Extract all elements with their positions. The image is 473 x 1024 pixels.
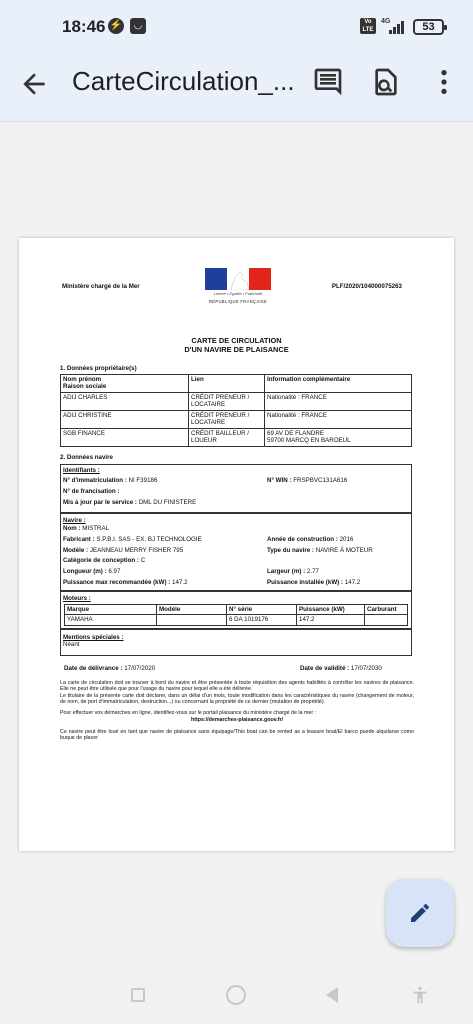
signal-icon <box>389 20 409 34</box>
document-page[interactable] <box>19 238 454 851</box>
shopping-bag-icon: ◡ <box>130 18 146 34</box>
system-nav-bar <box>0 966 473 1024</box>
table-row: ADIJ CHARLES CRÉDIT PRENEUR / LOCATAIRE Nationalité : FRANCE <box>61 392 412 410</box>
recents-icon[interactable] <box>131 988 145 1002</box>
mentions-box: Mentions spéciales : Néant <box>60 629 412 656</box>
table-row: Nom prénom Raison sociale Lien Information complémentaire <box>61 375 412 393</box>
volte-icon: Vo LTE <box>360 18 376 34</box>
table-row: Marque Modèle N° série Puissance (kW) Carburant <box>65 605 408 615</box>
accessibility-icon[interactable] <box>410 984 430 1006</box>
comment-icon[interactable] <box>312 66 344 98</box>
table-row: ADIJ CHRISTINE CRÉDIT PRENEUR / LOCATAIRE Nationalité : FRANCE <box>61 410 412 428</box>
issue-date: Date de délivrance : 17/07/2020 <box>64 665 156 672</box>
edit-pencil-icon <box>408 901 432 925</box>
validity-date: Date de validité : 17/07/2030 <box>300 665 382 672</box>
engines-table <box>64 604 408 626</box>
vessel-box: Navire : Nom : MISTRAL Fabricant : S.P.B.I. SAS - EX. BJ TECHNOLOGIE Année de construction : 2016 Modèle : JEANNEAU MERRY FISHER 795 Type du navire : NAVIRE À MOTEUR Catégorie de conception : C Longueur (m) : 6.97 Largeur (m) : 2.77 Puissance max recommandée (kW) : 147.2 Puissance installée (kW) : 147.2 <box>60 513 412 591</box>
logo-republic: RÉPUBLIQUE FRANÇAISE <box>208 299 268 304</box>
network-type: 4G <box>381 18 391 25</box>
document-heading: CARTE DE CIRCULATION D'UN NAVIRE DE PLAISANCE <box>184 336 289 354</box>
ministry-label: Ministère chargé de la Mer <box>62 283 140 290</box>
nav-back-icon[interactable] <box>326 987 338 1003</box>
table-row: YAMAHA 6 DA 1019176 147.2 <box>65 615 408 625</box>
section-owners-title: 1. Données propriétaire(s) <box>60 365 137 372</box>
more-vert-icon[interactable] <box>428 66 460 98</box>
status-bar <box>0 0 473 52</box>
logo-motto: Liberté • Égalité • Fraternité <box>213 291 263 296</box>
owners-table <box>60 374 412 447</box>
reference-number: PLF/2020/104000075263 <box>331 283 402 290</box>
engines-box: Moteurs : Marque Modèle N° série Puissance (kW) Carburant YAMAHA 6 DA 1019176 147.2 <box>60 591 412 629</box>
identifiers-box: Identifiants : N° d'immatriculation : NI F39186 N° WIN : FRSPBVC131A616 N° de francisation : Mis à jour par le service : DML DU FINISTERE <box>60 464 412 513</box>
edit-button[interactable] <box>386 879 454 947</box>
document-title: CarteCirculation_... <box>72 66 295 96</box>
battery-icon: 53 <box>413 19 444 35</box>
app-bar <box>0 52 473 122</box>
home-icon[interactable] <box>226 985 246 1005</box>
status-time: 18:46 <box>62 17 106 36</box>
table-row: SGB FINANCE CRÉDIT BAILLEUR / LOUEUR 69 AV DE FLANDRE 59700 MARCQ EN BAROEUL <box>61 428 412 446</box>
back-arrow-icon[interactable] <box>18 68 50 100</box>
marianne-logo <box>205 268 271 308</box>
footer-notice: La carte de circulation doit se trouver à bord du navire et être présentée à toute réquisition des agents habilités à contrôler les navires de plaisance. Elle ne peut être utilisée que pour l'usage du navire pour lequel elle a été délivrée. Le titulaire de la présente carte doit déclarer, dans un délai d'un mois, toute modification dans les caractéristiques du navire (changement de moteur, de nom, de port d'immatriculation, destruction...) ou concernant la propriété de ce dernier (mutation de propriété). Pour effectuer vos démarches en ligne, identifiez-vous sur le portail plaisance du ministère chargé de la mer : https://demarches-plaisance.gouv.fr/ Ce navire peut être loué en tant que navire de plaisance sans équipage/This boat can be rented as a leasure boat/El barco puede alquilarse como buque de placer <box>60 680 414 742</box>
footer-url: https://demarches-plaisance.gouv.fr/ <box>190 716 284 723</box>
search-document-icon[interactable] <box>370 66 402 98</box>
data-saver-icon: ⚡ <box>108 18 124 34</box>
section-vessel-title: 2. Données navire <box>60 454 113 461</box>
